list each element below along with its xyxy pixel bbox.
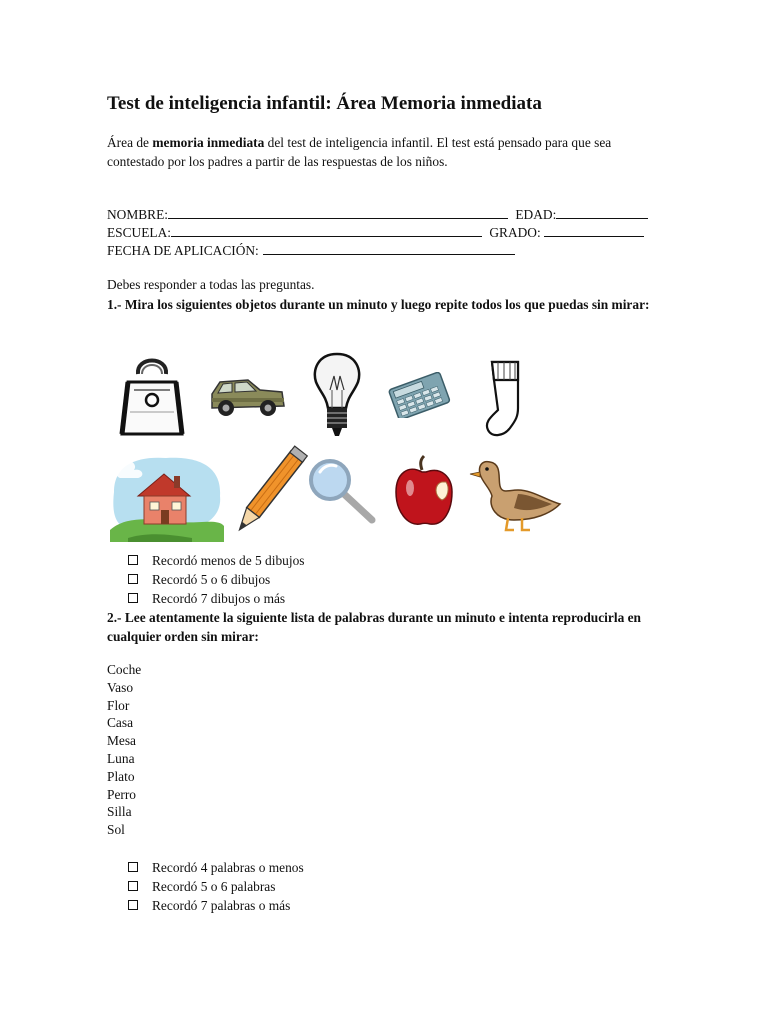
word-item: Silla: [107, 804, 132, 820]
duck-icon: [468, 454, 564, 534]
magnifier-icon: [306, 456, 378, 526]
lightbulb-icon: [308, 350, 366, 440]
checklist-label: Recordó 7 dibujos o más: [152, 591, 286, 606]
word-item: Coche: [107, 662, 142, 677]
checklist-label: Recordó 7 palabras o más: [152, 898, 291, 913]
question-1: 1.- Mira los siguientes objetos durante un minuto y luego repite todos los que puedas sin mirar:: [107, 297, 650, 312]
handbag-icon: [118, 352, 186, 440]
word-item: Vaso: [107, 679, 134, 695]
instruction-note: Debes responder a todas las preguntas.: [107, 277, 315, 292]
word-item: Flor: [107, 697, 130, 713]
checklist-item[interactable]: [128, 589, 304, 608]
question-2: 2.- Lee atentamente la siguiente lista de palabras durante un minuto e intenta reproducirla en cualquier orden sin mirar:: [107, 610, 642, 644]
pencil-icon: [230, 440, 308, 544]
nombre-label: NOMBRE:: [107, 207, 169, 222]
checklist-label: Recordó 4 palabras o menos: [152, 860, 304, 875]
checkbox-icon[interactable]: [128, 862, 138, 872]
word-item: Mesa: [107, 733, 137, 749]
checklist-palabras: [128, 858, 304, 915]
edad-label: EDAD:: [515, 207, 557, 222]
word-item: Luna: [107, 750, 135, 766]
car-icon: [208, 374, 286, 420]
fecha-label: FECHA DE APLICACIÓN:: [107, 243, 259, 258]
word-list: [107, 661, 141, 839]
calculator-icon: [386, 372, 452, 418]
checklist-label: Recordó 5 o 6 dibujos: [152, 572, 271, 587]
sock-icon: [480, 358, 526, 440]
checkbox-icon[interactable]: [128, 593, 138, 603]
checkbox-icon[interactable]: [128, 900, 138, 910]
intro-bold-text: memoria inmediata: [152, 135, 265, 150]
checklist-label: Recordó menos de 5 dibujos: [152, 553, 305, 568]
house-icon: [108, 452, 226, 544]
checklist-dibujos: [128, 551, 304, 608]
escuela-field[interactable]: [171, 224, 482, 237]
grado-field[interactable]: [544, 224, 644, 237]
escuela-label: ESCUELA:: [107, 225, 171, 240]
checklist-item[interactable]: [128, 877, 304, 896]
apple-icon: [392, 454, 454, 528]
word-item: Perro: [107, 786, 137, 802]
fecha-field[interactable]: [263, 242, 515, 255]
checkbox-icon[interactable]: [128, 555, 138, 565]
student-form: [107, 206, 648, 260]
checkbox-icon[interactable]: [128, 574, 138, 584]
form-row-fecha: [107, 242, 648, 260]
word-item: Sol: [107, 822, 125, 838]
checklist-item[interactable]: [128, 896, 304, 915]
grado-label: GRADO:: [489, 225, 541, 240]
checklist-item[interactable]: [128, 570, 304, 589]
intro-text-end: del test de inteligencia infantil. El test está pensado para que sea contestado por los padres a partir de las respuestas de los niños.: [107, 135, 612, 169]
word-item: Plato: [107, 768, 135, 784]
form-row-nombre: [107, 206, 648, 224]
edad-field[interactable]: [556, 206, 648, 219]
page-title: Test de inteligencia infantil: Área Memoria inmediata: [107, 93, 542, 114]
checklist-label: Recordó 5 o 6 palabras: [152, 879, 276, 894]
checklist-item[interactable]: [128, 551, 304, 570]
word-item: Casa: [107, 715, 134, 731]
intro-paragraph: [107, 133, 667, 171]
nombre-field[interactable]: [168, 206, 508, 219]
checklist-item[interactable]: [128, 858, 304, 877]
form-row-escuela: [107, 224, 648, 242]
intro-text-start: Área de: [107, 135, 153, 150]
checkbox-icon[interactable]: [128, 881, 138, 891]
